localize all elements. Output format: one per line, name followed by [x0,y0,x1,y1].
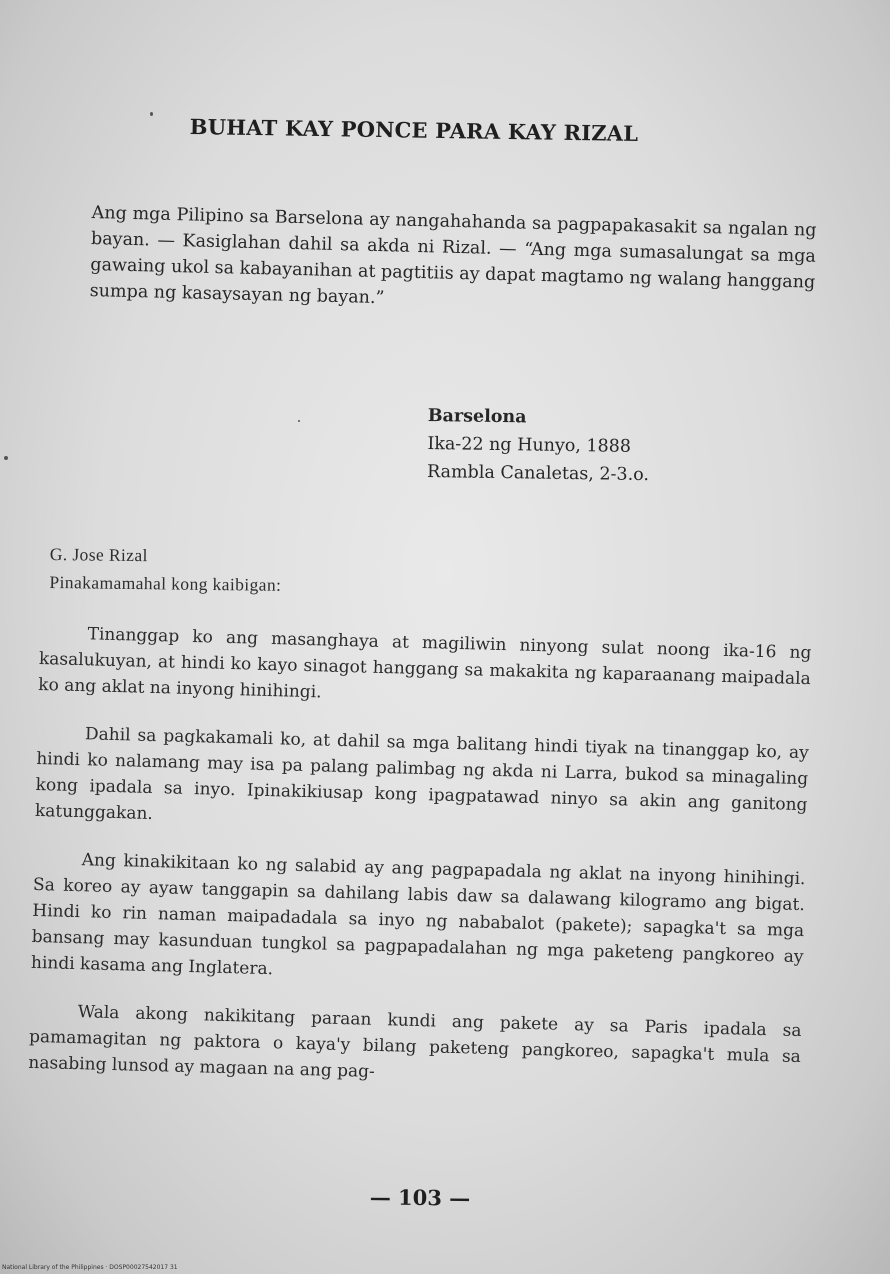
dateline-address: Rambla Canaletas, 2-3.o. [426,461,650,486]
letter-dateline [427,402,650,489]
scan-footer: National Library of the Philippines · DOSP00027542017 31 [2,1264,178,1271]
body-paragraph: Dahil sa pagkakamali ko, at dahil sa mga balitang hindi tiyak na tinanggap ko, ay hindi ko nalamang may isa pa palang palimbag ng akda ni Larra, bukod sa minagaling kong ipadala sa inyo. Ipinakikiusap kong ipagpatawad ninyo sa akin ang ganitong katunggakan. [34,724,810,825]
letter-addressee [49,540,282,599]
salutation: Pinakamamahal kong kaibigan: [49,571,282,595]
dateline-city: Barselona [427,405,527,428]
page-number: — 103 — [369,1184,471,1211]
body-paragraph: Ang kinakikitaan ko ng salabid ay ang pagpapadala ng aklat na inyong hinihingi. Sa koreo ay ayaw tanggapin sa dahilang labis daw sa dalawang kilogramo ang bigat. Hindi ko rin naman maipadadala sa inyo ng nababalot (pakete); sapagka't sa mga bansang may kasunduan tungkol sa pagpapadalahan ng mga paketeng pangkoreo ay hindi kasama ang Inglatera. [30,850,806,980]
chapter-summary: Ang mga Pilipino sa Barselona ay nangahahanda sa pagpapakasakit sa ngalan ng bayan. — Kasiglahan dahil sa akda ni Rizal. — “Ang mga sumasalungat sa mga gawaing ukol sa kabayanihan at pagtitiis ay dapat magtamo ng walang hanggang sumpa ng kasaysayan ng bayan.” [89,202,817,309]
body-paragraph: Tinanggap ko ang masanghaya at magiliwin ninyong sulat noong ika-16 ng kasalukuyan, at hindi ko kayo sinagot hanggang sa makakita ng kaparaanang maipadala ko ang aklat na inyong hinihingi. [38,624,812,703]
scan-speck [150,112,153,116]
dateline-date: Ika-22 ng Hunyo, 1888 [427,433,632,457]
scan-speck [298,420,300,422]
chapter-title: BUHAT KAY PONCE PARA KAY RIZAL [189,114,639,147]
letter-body [27,620,811,1118]
scan-speck [4,456,8,460]
body-paragraph: Wala akong nakikitang paraan kundi ang pakete ay sa Paris ipadala sa pamamagitan ng paktora o kaya'y bilang paketeng pangkoreo, sapagka't mula sa nasabing lunsod ay magaan na ang pag- [28,1002,802,1082]
addressee-name: G. Jose Rizal [49,543,148,566]
